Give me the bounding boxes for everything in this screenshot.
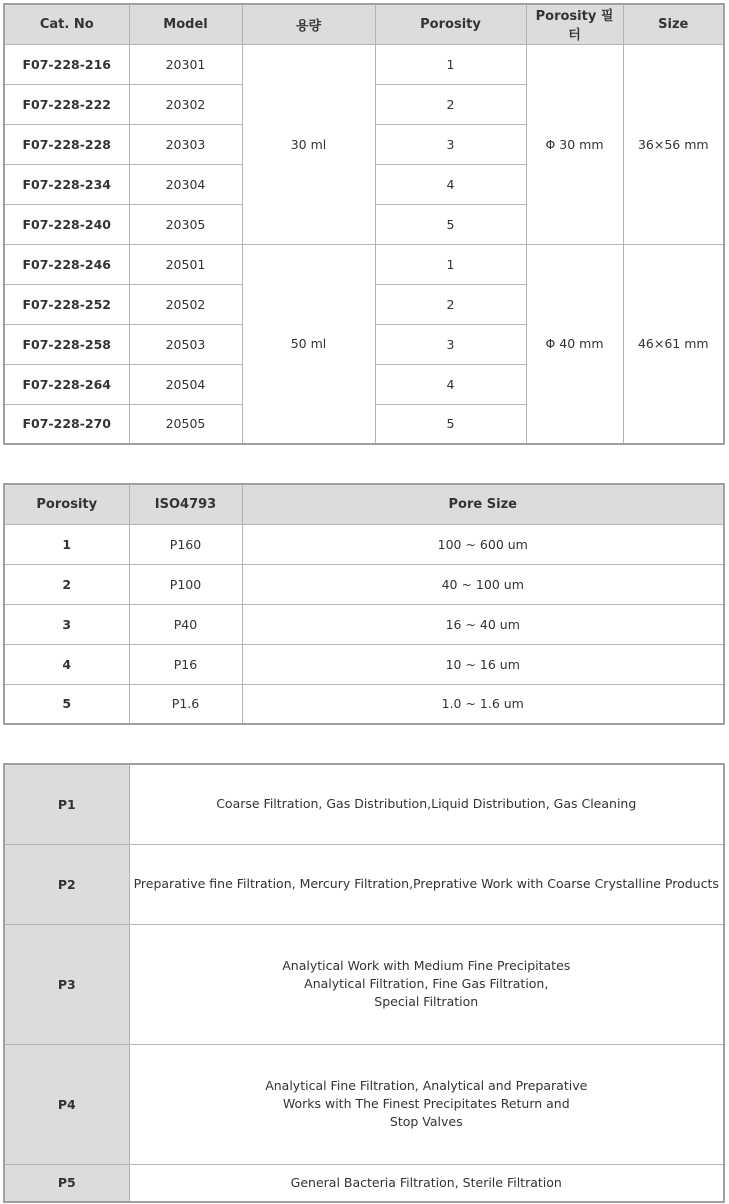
header-porosity: Porosity: [375, 4, 526, 44]
porosity-cell: 5: [375, 404, 526, 444]
application-cell: [129, 764, 724, 844]
table-row: [4, 764, 724, 844]
model-cell: 20301: [129, 44, 242, 84]
capacity-cell: 30 ml: [242, 44, 375, 244]
application-line: Analytical Work with Medium Fine Precipitates: [282, 958, 571, 973]
porosity-table: [3, 483, 725, 725]
porosity-cell: 3: [375, 124, 526, 164]
grade-label: P2: [4, 844, 129, 924]
application-table: [3, 763, 725, 1203]
table-row: [4, 924, 724, 1044]
table-row: [4, 604, 724, 644]
porosity-cell: 4: [375, 364, 526, 404]
cat-no-cell: F07-228-234: [4, 164, 129, 204]
header-porosity-filter: Porosity 필터: [526, 4, 623, 44]
application-line: Stop Valves: [389, 1114, 463, 1129]
porosity-cell: 2: [4, 564, 129, 604]
porosity-cell: 2: [375, 284, 526, 324]
grade-label: P3: [4, 924, 129, 1044]
model-cell: 20504: [129, 364, 242, 404]
application-line: Preparative fine Filtration, Mercury Filtration,Preprative Work with Coarse Crystalline Products: [133, 876, 719, 891]
cat-no-cell: F07-228-228: [4, 124, 129, 164]
capacity-cell: 50 ml: [242, 244, 375, 444]
model-cell: 20303: [129, 124, 242, 164]
iso-cell: P16: [129, 644, 242, 684]
header-capacity: 용량: [242, 4, 375, 44]
table-row: [4, 44, 724, 84]
header-pore-size: Pore Size: [242, 484, 724, 524]
application-cell: [129, 1164, 724, 1202]
porosity-header-row: [4, 484, 724, 524]
iso-cell: P1.6: [129, 684, 242, 724]
cat-no-cell: F07-228-240: [4, 204, 129, 244]
filter-cell: Φ 30 mm: [526, 44, 623, 244]
porosity-cell: 1: [4, 524, 129, 564]
porosity-cell: 2: [375, 84, 526, 124]
spec-table: [3, 3, 725, 445]
porosity-cell: 4: [4, 644, 129, 684]
porosity-cell: 1: [375, 244, 526, 284]
model-cell: 20505: [129, 404, 242, 444]
iso-cell: P100: [129, 564, 242, 604]
header-size: Size: [623, 4, 724, 44]
grade-label: P1: [4, 764, 129, 844]
porosity-cell: 1: [375, 44, 526, 84]
application-line: Analytical Fine Filtration, Analytical and Preparative: [265, 1078, 588, 1093]
porosity-cell: 3: [4, 604, 129, 644]
iso-cell: P160: [129, 524, 242, 564]
table-row: [4, 644, 724, 684]
pore-size-cell: 100 ~ 600 um: [242, 524, 724, 564]
application-cell: [129, 1044, 724, 1164]
model-cell: 20302: [129, 84, 242, 124]
application-line: Coarse Filtration, Gas Distribution,Liquid Distribution, Gas Cleaning: [216, 796, 637, 812]
application-line: Works with The Finest Precipitates Return and: [282, 1096, 570, 1111]
cat-no-cell: F07-228-252: [4, 284, 129, 324]
cat-no-cell: F07-228-258: [4, 324, 129, 364]
iso-cell: P40: [129, 604, 242, 644]
size-cell: 36×56 mm: [623, 44, 724, 244]
model-cell: 20305: [129, 204, 242, 244]
table-row: [4, 244, 724, 284]
pore-size-cell: 1.0 ~ 1.6 um: [242, 684, 724, 724]
grade-label: P5: [4, 1164, 129, 1202]
application-line: General Bacteria Filtration, Sterile Filtration: [290, 1174, 562, 1190]
cat-no-cell: F07-228-270: [4, 404, 129, 444]
model-cell: 20304: [129, 164, 242, 204]
table-row: [4, 684, 724, 724]
model-cell: 20503: [129, 324, 242, 364]
table-row: [4, 524, 724, 564]
size-cell: 46×61 mm: [623, 244, 724, 444]
header-cat-no: Cat. No: [4, 4, 129, 44]
porosity-cell: 5: [4, 684, 129, 724]
porosity-cell: 4: [375, 164, 526, 204]
grade-label: P4: [4, 1044, 129, 1164]
application-line: Special Filtration: [374, 994, 479, 1009]
model-cell: 20501: [129, 244, 242, 284]
application-cell: [129, 924, 724, 1044]
table-row: [4, 1044, 724, 1164]
cat-no-cell: F07-228-264: [4, 364, 129, 404]
header-iso4793: ISO4793: [129, 484, 242, 524]
model-cell: 20502: [129, 284, 242, 324]
table-row: [4, 844, 724, 924]
spec-header-row: [4, 4, 724, 44]
header-model: Model: [129, 4, 242, 44]
pore-size-cell: 40 ~ 100 um: [242, 564, 724, 604]
cat-no-cell: F07-228-222: [4, 84, 129, 124]
pore-size-cell: 10 ~ 16 um: [242, 644, 724, 684]
filter-cell: Φ 40 mm: [526, 244, 623, 444]
table-row: [4, 1164, 724, 1202]
table-row: [4, 564, 724, 604]
cat-no-cell: F07-228-246: [4, 244, 129, 284]
header-porosity: Porosity: [4, 484, 129, 524]
porosity-cell: 5: [375, 204, 526, 244]
application-cell: [129, 844, 724, 924]
porosity-cell: 3: [375, 324, 526, 364]
cat-no-cell: F07-228-216: [4, 44, 129, 84]
application-line: Analytical Filtration, Fine Gas Filtration,: [304, 976, 549, 991]
pore-size-cell: 16 ~ 40 um: [242, 604, 724, 644]
